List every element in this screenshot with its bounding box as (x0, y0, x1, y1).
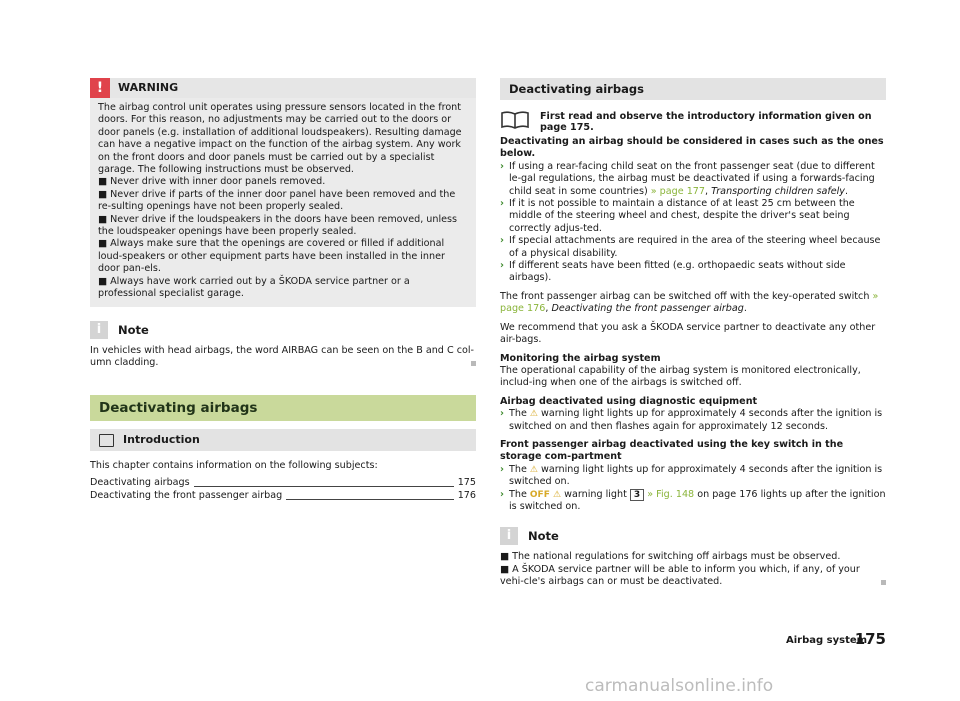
intro-text: This chapter contains information on the following subjects: (90, 460, 378, 472)
arrow-icon: › (500, 260, 504, 272)
list-item: › The OFF ⚠ warning light 3 » Fig. 148 on page 176 lights up after the ignition is switched on. (500, 488, 886, 512)
right-column (500, 78, 886, 589)
list-item: › If it is not possible to maintain a distance of at least 25 cm between the middle of the steering wheel and chest, despite the driver's seat being correctly adjus-ted. (500, 198, 855, 234)
book-icon (99, 434, 114, 447)
first-read-row (500, 108, 886, 136)
diag-heading: Airbag deactivated using diagnostic equipment (500, 395, 758, 407)
warning-icon (90, 78, 110, 98)
arrow-icon: › (500, 235, 504, 247)
page-link[interactable]: » page 177 (650, 185, 706, 197)
note-title: Note (118, 322, 149, 337)
first-read-text: First read and observe the introductory information given on page 175. (540, 111, 872, 133)
page-number: 175 (854, 630, 886, 648)
list-item: › The ⚠ warning light lights up for approximately 4 seconds after the ignition is switched on. (500, 463, 883, 488)
switch-text: The front passenger airbag can be switched off with the key-operated switch » page 176, Deactivating the front passenger airbag. (500, 290, 879, 315)
arrow-icon: › (500, 408, 504, 420)
airbag-off-icon: OFF ⚠ (529, 489, 562, 500)
section-title: Deactivating airbags (99, 400, 258, 417)
section-title: Deactivating airbags (509, 82, 644, 96)
warning-bullet: ■ Never drive if the loudspeakers in the doors have been removed, unless the loudspeaker openings have been properly sealed. (98, 213, 458, 238)
warning-header (90, 78, 476, 98)
warning-text: The airbag control unit operates using pressure sensors located in the front doors. For this reason, no adjustments may be carried out to the doors or door panels (e.g. installation of additional loudspeakers). Resulting damage can have a negative impact on the function of the airbag system. Any work on the front doors and door panels must be carried out by a specialist garage. The following instructions must be observed. (98, 102, 462, 176)
note-header (90, 321, 476, 339)
note-header (500, 527, 886, 545)
info-icon (500, 527, 518, 545)
left-column (90, 78, 476, 503)
warning-bullet: ■ Always make sure that the openings are covered or filled if additional loud-speakers or other equipment parts have been installed in the inner door pan-els. (98, 238, 445, 275)
section-header (500, 78, 886, 100)
toc-entry[interactable] (90, 477, 476, 490)
note-text: In vehicles with head airbags, the word AIRBAG can be seen on the B and C col-umn cladding. (90, 345, 476, 370)
intro-title: Introduction (123, 433, 200, 447)
list-item: › The ⚠ warning light lights up for approximately 4 seconds after the ignition is switched on and then flashes again for approximately 12 seconds. (500, 408, 883, 432)
intro-header (90, 429, 476, 451)
section-header (90, 395, 476, 421)
arrow-icon: › (500, 488, 504, 500)
key-heading: Front passenger airbag deactivated using the key switch in the storage com-partment (500, 438, 844, 463)
airbag-warning-icon: ⚠ (529, 409, 538, 420)
warning-box (90, 78, 476, 307)
warning-bullet: ■ Never drive if parts of the inner door panel have been removed and the re-sulting openings have not been properly sealed. (98, 188, 456, 213)
toc-page: 175 (454, 477, 476, 488)
monitor-heading: Monitoring the airbag system (500, 352, 661, 364)
watermark: carmanualsonline.info (585, 676, 774, 696)
note-title: Note (528, 529, 559, 544)
list-item: › If using a rear-facing child seat on the front passenger seat (due to different le-gal regulations, the airbag must be deactivated if using a forwards-facing child seat in some countries) » page 177, Transporting children safely. (500, 160, 875, 197)
end-marker-icon (881, 580, 886, 585)
airbag-warning-icon: ⚠ (529, 464, 538, 475)
open-book-icon (500, 110, 530, 130)
arrow-icon: › (500, 198, 504, 210)
page-link[interactable]: » page 176 (500, 290, 879, 315)
figure-badge: 3 (630, 489, 644, 501)
toc-label: Deactivating airbags (90, 477, 194, 488)
footer-chapter: Airbag system (786, 635, 868, 646)
toc-entry[interactable] (90, 490, 476, 503)
arrow-icon: › (500, 160, 504, 172)
monitor-text: The operational capability of the airbag system is monitored electronically, includ-ing when one of the airbags is switched off. (500, 364, 861, 389)
toc-page: 176 (454, 490, 476, 501)
cases-heading: Deactivating an airbag should be considered in cases such as the ones below. (500, 136, 884, 160)
end-marker-icon (471, 361, 476, 366)
list-item: › If different seats have been fitted (e.g. orthopaedic seats without side airbags). (500, 260, 846, 284)
note-bullet: ■ A ŠKODA service partner will be able to inform you which, if any, of your vehi-cle's airbags can or must be deactivated. (500, 564, 886, 589)
page-footer (786, 631, 886, 649)
figure-link[interactable]: » Fig. 148 (647, 488, 695, 500)
recommend-text: We recommend that you ask a ŠKODA service partner to deactivate any other air-bags. (500, 321, 876, 346)
toc-label: Deactivating the front passenger airbag (90, 490, 286, 501)
note-bullet: ■ The national regulations for switching off airbags must be observed. (500, 551, 841, 563)
list-item: › If special attachments are required in the area of the steering wheel because of a physical disability. (500, 235, 881, 259)
arrow-icon: › (500, 463, 504, 475)
warning-bullet: ■ Never drive with inner door panels removed. (98, 176, 326, 188)
warning-title: WARNING (118, 81, 179, 94)
info-icon (90, 321, 108, 339)
warning-bullet: ■ Always have work carried out by a ŠKODA service partner or a professional specialist garage. (98, 275, 410, 300)
